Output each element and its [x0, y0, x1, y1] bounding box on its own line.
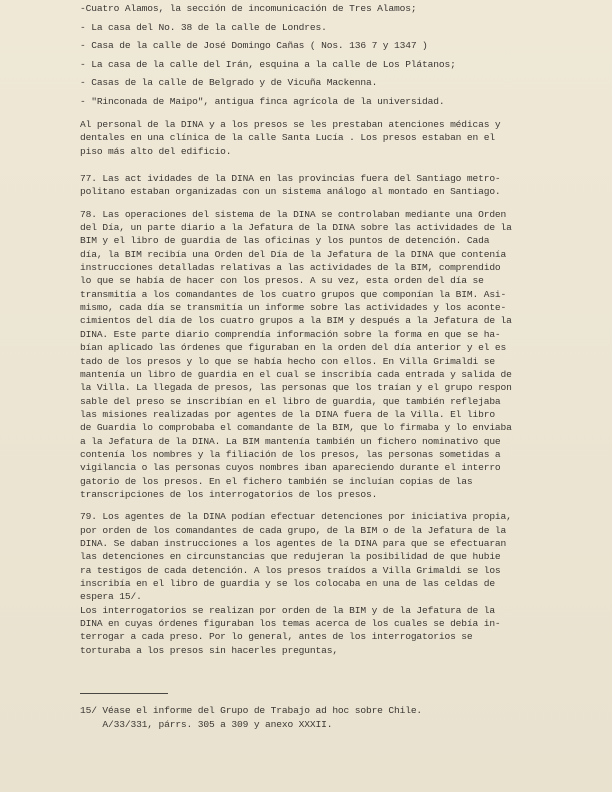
text-line: sable del preso se inscribían en el libro de guardia, que también reflejaba — [80, 395, 501, 407]
text-line: transcripciones de los interrogatorios de los presos. — [80, 488, 378, 500]
text-line: terrogar a cada preso. Por lo general, antes de los interrogatorios se — [80, 631, 473, 643]
list-item: - La casa de la calle del Irán, esquina a la calle de Los Plátanos; — [80, 58, 456, 70]
text-line: las misiones realizadas por agentes de la DINA fuera de la Villa. El libro — [80, 408, 495, 420]
text-line: espera 15/. — [80, 591, 142, 603]
text-line: DINA en cuyas órdenes figuraban los temas acerca de los cuales se debía in- — [80, 618, 501, 630]
text-line: cimientos del día de los cuatro grupos a la BIM y después a la Jefatura de la — [80, 315, 512, 327]
text-line: de Guardia lo comprobaba el comandante de la BIM, que lo firmaba y lo enviaba — [80, 422, 512, 434]
footnote — [80, 704, 596, 732]
text-line: DINA. Se daban instrucciones a los agentes de la DINA para que se efectuaran — [80, 537, 507, 549]
text-line: las detenciones en circunstancias que redujeran la posibilidad de que hubie — [80, 551, 501, 563]
text-line: contenía los nombres y la filiación de los presos, las personas sometidas a — [80, 448, 501, 460]
text-line: tado de los presos y lo que se había hecho con ellos. En Villa Grimaldi se — [80, 355, 495, 367]
text-line: dentales en una clínica de la calle Santa Lucía . Los presos estaban en el — [80, 132, 495, 144]
text-line: a la Jefatura de la DINA. La BIM mantenía también un fichero nominativo que — [80, 435, 501, 447]
list-item: - Casas de la calle de Belgrado y de Vicuña Mackenna. — [80, 77, 378, 89]
text-line: BIM y el libro de guardia de las oficinas y los puntos de detención. Cada — [80, 235, 490, 247]
text-line: lo que se había de hacer con los presos. A su vez, esta orden del día se — [80, 275, 484, 287]
list-item: - Casa de la calle de José Domingo Cañas ( Nos. 136 7 y 1347 ) — [80, 40, 428, 52]
footnote-line: A/33/331, párrs. 305 a 309 y anexo XXXII. — [80, 719, 333, 731]
text-line: piso más alto del edificio. — [80, 145, 232, 157]
text-line: 78. Las operaciones del sistema de la DINA se controlaban mediante una Orden — [80, 208, 507, 220]
text-line: mantenía un libro de guardia en el cual se inscribía cada entrada y salida de — [80, 368, 512, 380]
text-line: 77. Las act ividades de la DINA en las provincias fuera del Santiago metro- — [80, 173, 501, 185]
text-line: ra testigos de cada detención. A los presos traídos a Villa Grimaldi se los — [80, 564, 501, 576]
text-line: bían aplicado las órdenes que figuraban en la orden del día anterior y el es — [80, 342, 507, 354]
text-line: Los interrogatorios se realizan por orden de la BIM y de la Jefatura de la — [80, 604, 495, 616]
text-line: gatorio de los presos. En el fichero también se incluían copias de las — [80, 475, 473, 487]
text-line: transmitía a los comandantes de los cuatro grupos que componían la BIM. Asi- — [80, 288, 507, 300]
footnote-line: 15/ Véase el informe del Grupo de Trabajo ad hoc sobre Chile. — [80, 705, 423, 717]
list-item: - La casa del No. 38 de la calle de Londres. — [80, 21, 327, 33]
text-line: politano estaban organizadas con un sistema análogo al montado en Santiago. — [80, 186, 501, 198]
text-line: inscribía en el libro de guardia y se los colocaba en una de las celdas de — [80, 578, 495, 589]
text-line: 79. Los agentes de la DINA podían efectuar detenciones por iniciativa propia, — [80, 511, 512, 523]
text-line: vigilancia o las personas cuyos nombres iban apareciendo durante el interro — [80, 462, 501, 474]
text-line: mismo, cada día se transmitía un informe sobre las actividades y los aconte- — [80, 302, 507, 314]
text-line: del Día, un parte diario a la Jefatura de la DINA sobre las actividades de la — [80, 222, 512, 234]
footnote-divider — [80, 693, 168, 694]
paragraph-79 — [80, 510, 596, 657]
text-line: torturaba a los presos sin hacerles preguntas, — [80, 644, 338, 656]
text-line: la Villa. La llegada de presos, las personas que los traían y el grupo respon — [80, 382, 512, 394]
paragraph-78 — [80, 208, 596, 502]
text-line: Al personal de la DINA y a los presos se les prestaban atenciones médicas y — [80, 119, 501, 130]
detention-sites-list — [80, 2, 596, 108]
text-line: por orden de los comandantes de cada grupo, de la BIM o de la Jefatura de la — [80, 524, 507, 536]
paragraph-dental-clinic — [80, 118, 596, 158]
text-line: DINA. Este parte diario comprendía información sobre la forma en que se ha- — [80, 328, 501, 340]
text-line: instrucciones detalladas relativas a las actividades de la BIM, comprendido — [80, 262, 501, 274]
paragraph-77 — [80, 172, 596, 199]
text-line: día, la BIM recibía una Orden del Día de la Jefatura de la DINA que contenía — [80, 248, 507, 260]
list-item: -Cuatro Alamos, la sección de incomunicación de Tres Alamos; — [80, 3, 417, 14]
list-item: - "Rinconada de Maipo", antigua finca agrícola de la universidad. — [80, 95, 445, 107]
